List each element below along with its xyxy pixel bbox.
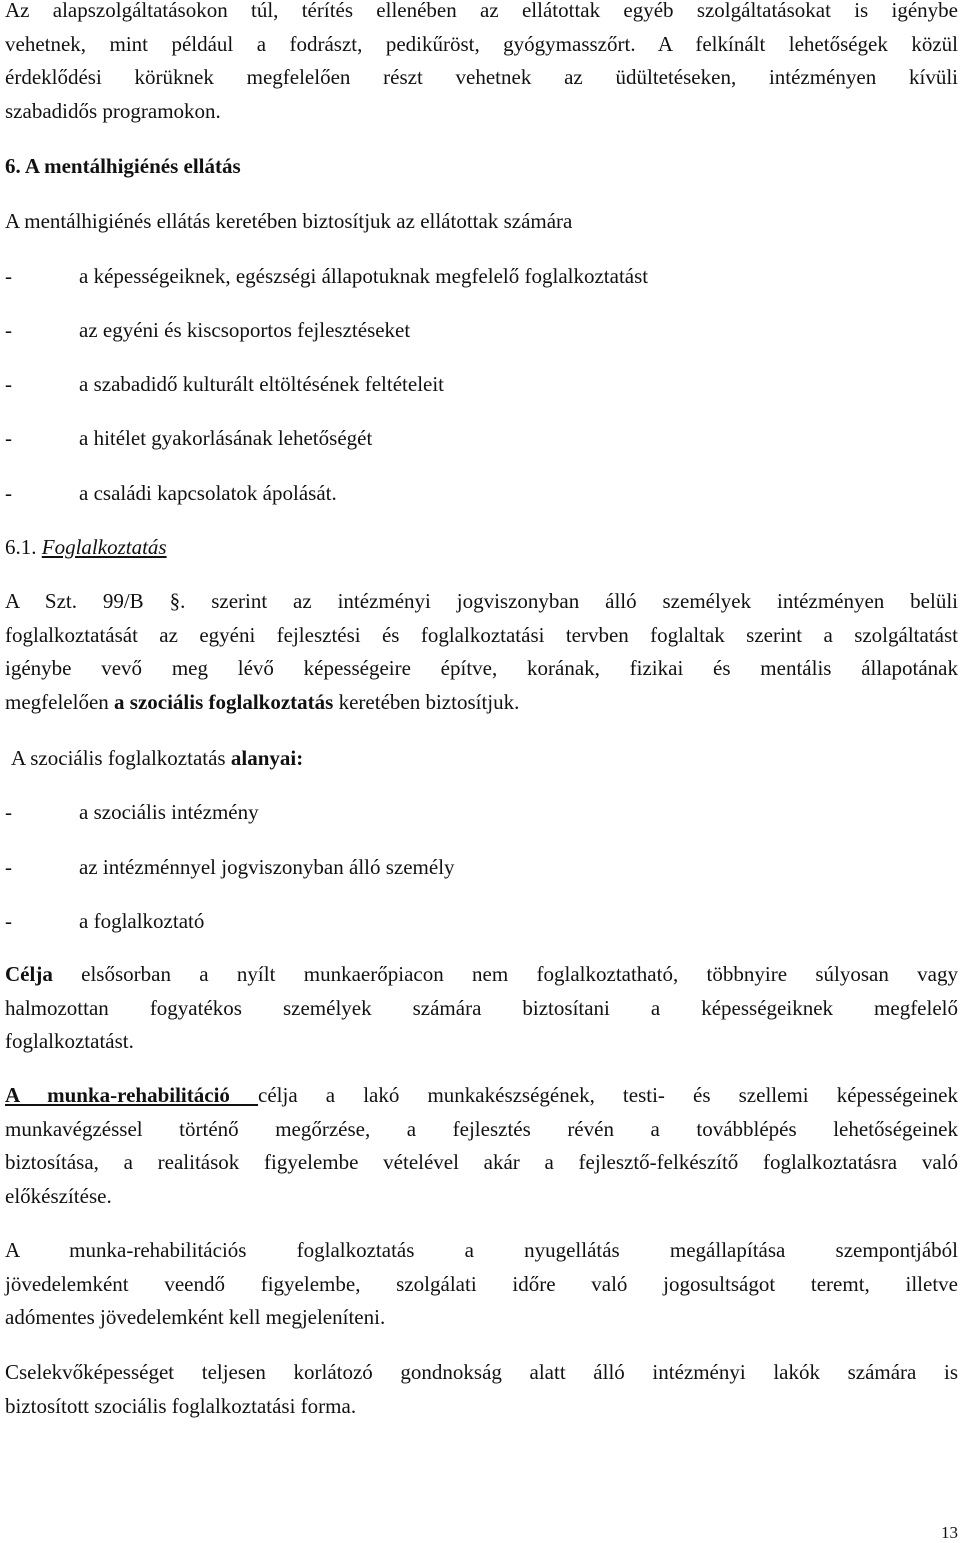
intro-paragraph [5, 0, 958, 128]
list-item-text: a foglalkoztató [79, 909, 205, 933]
list-dash: - [5, 372, 12, 396]
list-item-text: az intézménnyel jogviszonyban álló személy [79, 855, 455, 879]
goal-paragraph [5, 958, 958, 1059]
section-6-1-number: 6.1. [5, 535, 37, 559]
section-6-lead: A mentálhigiénés ellátás keretében biztosítjuk az ellátottak számára [5, 209, 573, 233]
paragraph-line: foglalkoztatását az egyéni fejlesztési és foglalkoztatási tervben foglaltak szerint a szolgáltatást [5, 622, 958, 647]
bold-text: A munka-rehabilitáció [5, 1083, 259, 1107]
paragraph-line: biztosítása, a realitások figyelembe vételével akár a fejlesztő-felkészítő foglalkoztatásra való [5, 1150, 958, 1174]
section-6-1-heading [5, 535, 958, 559]
list-dash: - [5, 909, 12, 933]
employment-paragraph [5, 585, 958, 719]
intro-line: Az alapszolgáltatásokon túl, térítés ellenében az ellátottak egyéb szolgáltatásokat is igénybe [5, 0, 958, 22]
paragraph-line: igénybe vevő meg lévő képességeire építve, korának, fizikai és mentális állapotának [5, 656, 958, 680]
list-item-text: az egyéni és kiscsoportos fejlesztéseket [79, 318, 411, 342]
text-run: A szociális foglalkoztatás [11, 746, 231, 770]
guardianship-paragraph [5, 1356, 958, 1423]
paragraph-line: foglalkoztatást. [5, 1029, 134, 1053]
section-6-1-title: Foglalkoztatás [41, 535, 167, 559]
section-6-heading: 6. A mentálhigiénés ellátás [5, 154, 241, 178]
page-number: 13 [941, 1523, 958, 1542]
list-dash: - [5, 481, 12, 505]
paragraph-line: halmozottan fogyatékos személyek számára biztosítani a képességeiknek megfelelő [5, 995, 958, 1020]
paragraph-line [5, 686, 958, 720]
list-dash: - [5, 426, 12, 450]
bold-text: alanyai: [230, 746, 304, 770]
paragraph-line [5, 1079, 958, 1113]
text-run: célja a lakó munkakészségének, testi- és szellemi képességeinek [258, 1083, 958, 1107]
list-item-text: a családi kapcsolatok ápolását. [79, 481, 337, 505]
text-run: keretében biztosítjuk. [333, 689, 520, 714]
list-item-text: a hitélet gyakorlásának lehetőségét [79, 426, 373, 450]
text-run: elsősorban a nyílt munkaerőpiacon nem foglalkoztatható, többnyire súlyosan vagy [52, 962, 958, 986]
intro-line: vehetnek, mint például a fodrászt, pedikűröst, gyógymasszőrt. A felkínált lehetőségek közül [5, 31, 958, 56]
list-item-text: a szabadidő kulturált eltöltésének feltételeit [79, 372, 445, 396]
text-run: megfelelően [5, 689, 115, 714]
paragraph-line: munkavégzéssel történő megőrzése, a fejlesztés révén a továbblépés lehetőségeinek [5, 1116, 958, 1141]
intro-line: szabadidős programokon. [5, 98, 221, 123]
paragraph-line: A Szt. 99/B §. szerint az intézményi jogviszonyban álló személyek intézményen belüli [5, 589, 958, 613]
paragraph-line: Cselekvőképességet teljesen korlátozó gondnokság alatt álló intézményi lakók számára is [5, 1360, 958, 1384]
income-paragraph [5, 1234, 958, 1335]
list-dash: - [5, 264, 12, 288]
subjects-heading [11, 746, 958, 770]
paragraph-line: biztosított szociális foglalkoztatási forma. [5, 1393, 357, 1418]
rehab-paragraph [5, 1079, 958, 1213]
list-item-text: a szociális intézmény [79, 800, 259, 824]
list-dash: - [5, 800, 12, 824]
list-dash: - [5, 318, 12, 342]
intro-line: érdeklődési körüknek megfelelően részt vehetnek az üdültetéseken, intézményen kívüli [5, 65, 958, 89]
list-item-text: a képességeiknek, egészségi állapotuknak megfelelő foglalkoztatást [79, 264, 649, 288]
list-dash: - [5, 855, 12, 879]
bold-text: a szociális foglalkoztatás [114, 689, 334, 714]
paragraph-line [5, 958, 958, 992]
paragraph-line: jövedelemként veendő figyelembe, szolgálati időre való jogosultságot teremt, illetve [5, 1271, 958, 1296]
paragraph-line: A munka-rehabilitációs foglalkoztatás a nyugellátás megállapítása szempontjából [5, 1238, 958, 1262]
paragraph-line: adómentes jövedelemként kell megjeleníteni. [5, 1305, 386, 1329]
paragraph-line: előkészítése. [5, 1183, 112, 1208]
bold-text: Célja [5, 962, 53, 986]
